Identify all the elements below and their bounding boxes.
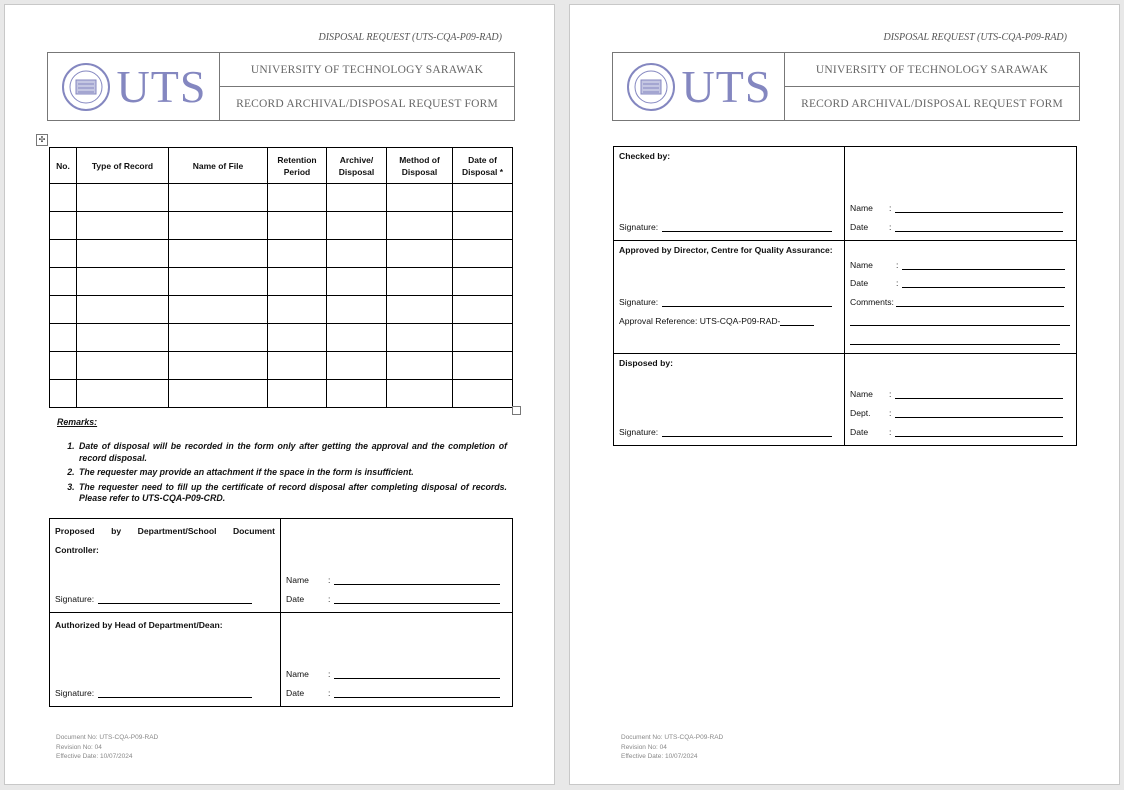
form-banner xyxy=(612,52,1080,121)
record-cell[interactable] xyxy=(268,324,327,352)
signature-label: Signature: xyxy=(55,594,95,604)
table-move-handle-icon[interactable]: ✣ xyxy=(36,134,48,146)
record-cell[interactable] xyxy=(453,184,513,212)
disposed-by-cell xyxy=(614,354,845,446)
university-name: UNIVERSITY OF TECHNOLOGY SARAWAK xyxy=(785,53,1079,87)
record-cell[interactable] xyxy=(268,352,327,380)
uts-logo xyxy=(48,53,220,120)
page-footer xyxy=(621,733,723,762)
name-label: Name xyxy=(850,389,873,399)
record-cell[interactable] xyxy=(327,240,387,268)
disposed-signature-line[interactable] xyxy=(619,427,832,437)
form-title: RECORD ARCHIVAL/DISPOSAL REQUEST FORM xyxy=(801,97,1063,110)
record-cell[interactable] xyxy=(268,268,327,296)
disposed-by-title: Disposed by: xyxy=(619,358,673,368)
authorized-date-field[interactable]: Date : xyxy=(286,688,500,698)
record-cell[interactable] xyxy=(77,380,169,408)
form-banner xyxy=(47,52,515,121)
col-header-date-of-disposal: Date of Disposal * xyxy=(453,148,513,184)
record-cell[interactable] xyxy=(327,352,387,380)
proposed-date-field[interactable]: Date : xyxy=(286,594,500,604)
page1-signature-table xyxy=(49,518,513,707)
record-cell[interactable] xyxy=(387,352,453,380)
university-name: UNIVERSITY OF TECHNOLOGY SARAWAK xyxy=(220,53,514,87)
proposed-by-title: Proposed by Department/School Document Controller: xyxy=(55,526,275,555)
university-seal-icon xyxy=(626,62,676,112)
checked-details-cell xyxy=(845,147,1077,241)
form-page-1 xyxy=(4,4,555,785)
approval-reference-field[interactable] xyxy=(619,316,839,326)
record-cell[interactable] xyxy=(453,268,513,296)
record-cell[interactable] xyxy=(169,380,268,408)
record-cell[interactable] xyxy=(50,324,77,352)
checked-name-field[interactable]: Name : xyxy=(850,203,1063,213)
record-row xyxy=(50,352,513,380)
remark-item: 1. Date of disposal will be recorded in the form only after getting the approval and the completion of record disposal. xyxy=(77,441,507,464)
record-cell[interactable] xyxy=(77,184,169,212)
date-label: Date xyxy=(286,688,305,698)
checked-date-field[interactable]: Date : xyxy=(850,222,1063,232)
approved-by-cell xyxy=(614,241,845,354)
record-row xyxy=(50,268,513,296)
logo-wordmark: UTS xyxy=(116,60,207,112)
checked-by-title: Checked by: xyxy=(619,151,671,161)
footer-revision: Revision No: 04 xyxy=(56,743,102,751)
record-cell[interactable] xyxy=(453,380,513,408)
record-cell[interactable] xyxy=(50,212,77,240)
form-page-2 xyxy=(569,4,1120,785)
header-reference: DISPOSAL REQUEST (UTS-CQA-P09-RAD) xyxy=(883,32,1067,43)
header-reference: DISPOSAL REQUEST (UTS-CQA-P09-RAD) xyxy=(318,32,502,43)
remark-item: 2. The requester may provide an attachment if the space in the form is insufficient. xyxy=(77,467,507,479)
record-cell[interactable] xyxy=(327,296,387,324)
record-cell[interactable] xyxy=(387,240,453,268)
checked-signature-line[interactable] xyxy=(619,222,832,232)
dept-label: Dept. xyxy=(850,408,871,418)
footer-revision: Revision No: 04 xyxy=(621,743,667,751)
authorized-by-cell xyxy=(50,613,281,707)
authorized-name-field[interactable]: Name : xyxy=(286,669,500,679)
record-cell[interactable] xyxy=(268,296,327,324)
record-cell[interactable] xyxy=(77,324,169,352)
records-header-row xyxy=(50,148,513,184)
approved-comments-line-2[interactable] xyxy=(850,316,1070,326)
col-header-name-of-file: Name of File xyxy=(169,148,268,184)
record-cell[interactable] xyxy=(77,352,169,380)
disposed-date-field[interactable]: Date : xyxy=(850,427,1063,437)
table-resize-handle[interactable] xyxy=(512,406,521,415)
proposed-by-cell xyxy=(50,519,281,613)
record-cell[interactable] xyxy=(327,268,387,296)
col-header-archive-disposal: Archive/ Disposal xyxy=(327,148,387,184)
disposed-details-cell xyxy=(845,354,1077,446)
record-cell[interactable] xyxy=(327,184,387,212)
col-header-retention-period: Retention Period xyxy=(268,148,327,184)
page2-signature-table xyxy=(613,146,1077,446)
record-cell[interactable] xyxy=(77,240,169,268)
logo-wordmark: UTS xyxy=(681,60,772,112)
record-row xyxy=(50,324,513,352)
record-cell[interactable] xyxy=(387,268,453,296)
signature-label: Signature: xyxy=(55,688,95,698)
record-cell[interactable] xyxy=(327,212,387,240)
record-row xyxy=(50,296,513,324)
col-header-type-of-record: Type of Record xyxy=(77,148,169,184)
record-cell[interactable] xyxy=(169,268,268,296)
record-row xyxy=(50,212,513,240)
name-label: Name xyxy=(286,575,309,585)
authorized-signature-line[interactable] xyxy=(55,688,252,698)
approved-name-field[interactable]: Name : xyxy=(850,260,1065,270)
signature-label: Signature: xyxy=(619,427,659,437)
date-label: Date xyxy=(850,278,869,288)
record-row xyxy=(50,184,513,212)
footer-effective-date: Effective Date: 10/07/2024 xyxy=(621,753,698,760)
record-cell[interactable] xyxy=(169,324,268,352)
authorized-details-cell xyxy=(281,613,513,707)
record-cell[interactable] xyxy=(268,240,327,268)
date-label: Date xyxy=(850,222,869,232)
record-cell[interactable] xyxy=(387,296,453,324)
record-cell[interactable] xyxy=(77,296,169,324)
record-cell[interactable] xyxy=(169,296,268,324)
record-cell[interactable] xyxy=(327,324,387,352)
record-cell[interactable] xyxy=(453,324,513,352)
footer-doc-no: Document No: UTS-CQA-P09-RAD xyxy=(56,734,159,741)
record-cell[interactable] xyxy=(453,296,513,324)
record-cell[interactable] xyxy=(50,268,77,296)
record-cell[interactable] xyxy=(453,212,513,240)
checked-by-cell xyxy=(614,147,845,241)
record-cell[interactable] xyxy=(50,352,77,380)
remarks-section xyxy=(57,417,507,508)
comments-label: Comments: xyxy=(850,297,894,307)
record-row xyxy=(50,240,513,268)
name-label: Name xyxy=(850,260,873,270)
disposed-name-field[interactable]: Name : xyxy=(850,389,1063,399)
record-cell[interactable] xyxy=(387,212,453,240)
name-label: Name xyxy=(286,669,309,679)
record-cell[interactable] xyxy=(50,296,77,324)
footer-effective-date: Effective Date: 10/07/2024 xyxy=(56,753,133,760)
date-label: Date xyxy=(286,594,305,604)
authorized-by-title: Authorized by Head of Department/Dean: xyxy=(55,620,223,630)
record-cell[interactable] xyxy=(327,380,387,408)
approved-signature-line[interactable] xyxy=(619,297,832,307)
record-cell[interactable] xyxy=(453,352,513,380)
col-header-no: No. xyxy=(50,148,77,184)
proposed-name-field[interactable]: Name : xyxy=(286,575,500,585)
remarks-title: Remarks: xyxy=(57,417,98,427)
signature-label: Signature: xyxy=(619,297,659,307)
record-cell[interactable] xyxy=(387,184,453,212)
university-seal-icon xyxy=(61,62,111,112)
record-row xyxy=(50,380,513,408)
signature-label: Signature: xyxy=(619,222,659,232)
record-cell[interactable] xyxy=(169,212,268,240)
record-cell[interactable] xyxy=(169,352,268,380)
date-label: Date xyxy=(850,427,869,437)
proposed-details-cell xyxy=(281,519,513,613)
approved-comments-line-3[interactable] xyxy=(850,335,1060,345)
approved-details-cell xyxy=(845,241,1077,354)
approved-comments-field[interactable] xyxy=(850,297,1064,307)
record-cell[interactable] xyxy=(169,240,268,268)
record-cell[interactable] xyxy=(268,380,327,408)
record-cell[interactable] xyxy=(77,268,169,296)
record-cell[interactable] xyxy=(169,184,268,212)
record-cell[interactable] xyxy=(50,240,77,268)
record-cell[interactable] xyxy=(268,184,327,212)
record-cell[interactable] xyxy=(387,324,453,352)
record-cell[interactable] xyxy=(77,212,169,240)
approved-by-title: Approved by Director, Centre for Quality Assurance: xyxy=(619,245,833,255)
page-footer xyxy=(56,733,158,762)
record-cell[interactable] xyxy=(453,240,513,268)
remark-item: 3. The requester need to fill up the certificate of record disposal after completing disposal of records. Please refer to UTS-CQA-P09-CRD. xyxy=(77,482,507,505)
disposed-dept-field[interactable]: Dept. : xyxy=(850,408,1063,418)
record-cell[interactable] xyxy=(50,184,77,212)
footer-doc-no: Document No: UTS-CQA-P09-RAD xyxy=(621,734,724,741)
uts-logo xyxy=(613,53,785,120)
name-label: Name xyxy=(850,203,873,213)
col-header-method-of-disposal: Method of Disposal xyxy=(387,148,453,184)
form-title: RECORD ARCHIVAL/DISPOSAL REQUEST FORM xyxy=(236,97,498,110)
record-cell[interactable] xyxy=(50,380,77,408)
records-table xyxy=(49,147,513,408)
record-cell[interactable] xyxy=(387,380,453,408)
approved-date-field[interactable]: Date : xyxy=(850,278,1065,288)
record-cell[interactable] xyxy=(268,212,327,240)
approval-reference-label: Approval Reference: UTS-CQA-P09-RAD- xyxy=(619,316,781,326)
proposed-signature-line[interactable] xyxy=(55,594,252,604)
